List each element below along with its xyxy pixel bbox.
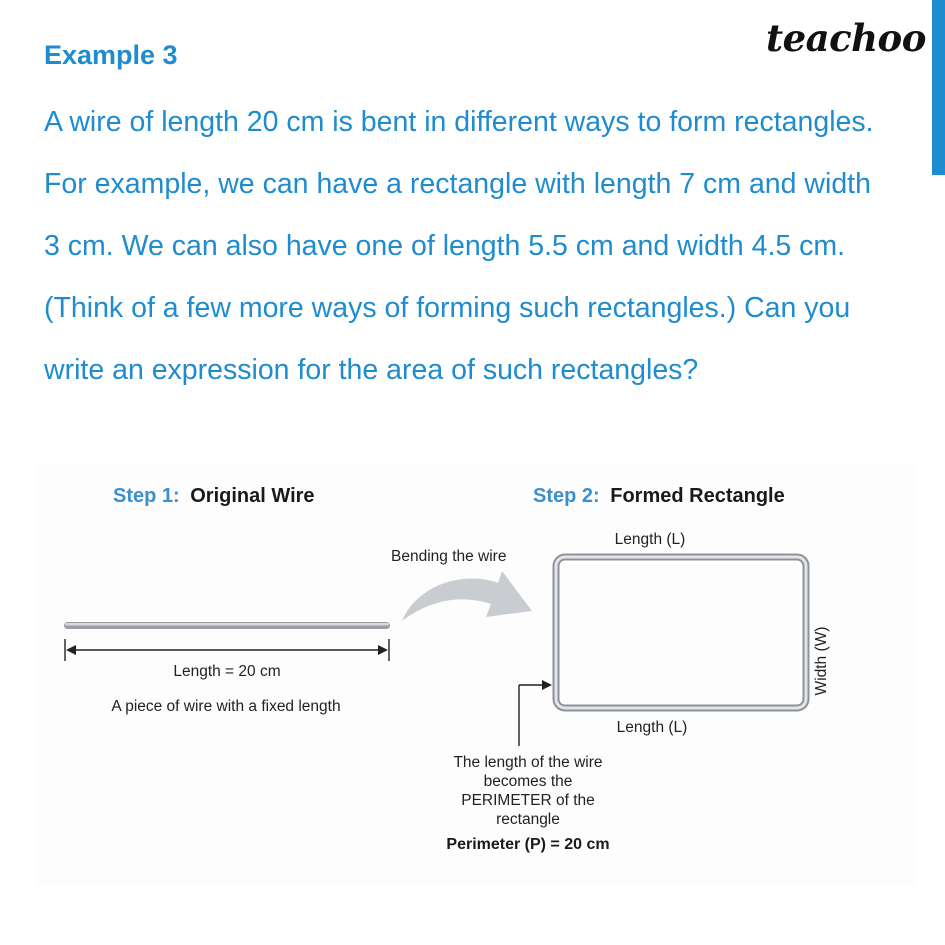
step2-name: Formed Rectangle xyxy=(610,485,785,507)
diagram-svg xyxy=(36,465,916,885)
rect-top-length-label: Length (L) xyxy=(614,531,686,548)
step1-label: Step 1: xyxy=(113,485,180,507)
step1-name: Original Wire xyxy=(190,485,315,507)
perimeter-note-line: rectangle xyxy=(496,811,560,828)
step1-heading xyxy=(113,485,315,507)
teachoo-logo: teachoo xyxy=(766,16,926,60)
perimeter-note-line: becomes the xyxy=(483,773,573,790)
wire-length-label: Length = 20 cm xyxy=(173,663,281,680)
perimeter-note-line: PERIMETER of the xyxy=(461,792,595,809)
perimeter-pointer xyxy=(519,680,552,746)
wire-caption: A piece of wire with a fixed length xyxy=(111,698,341,715)
step2-heading xyxy=(533,485,785,507)
wire-dimension-line xyxy=(65,639,389,661)
perimeter-formula: Perimeter (P) = 20 cm xyxy=(446,836,610,853)
problem-line: For example, we can have a rectangle with length 7 cm and width xyxy=(44,168,871,200)
example-title: Example 3 xyxy=(44,40,178,70)
rect-width-label: Width (W) xyxy=(813,626,830,696)
straight-wire xyxy=(64,622,390,629)
rect-bottom-length-label: Length (L) xyxy=(616,719,688,736)
problem-line: 3 cm. We can also have one of length 5.5 cm and width 4.5 cm. xyxy=(44,230,846,262)
step2-label: Step 2: xyxy=(533,485,600,507)
problem-line: (Think of a few more ways of forming such rectangles.) Can you xyxy=(44,292,851,324)
wire-to-rectangle-diagram xyxy=(36,465,916,885)
problem-line: write an expression for the area of such rectangles? xyxy=(44,354,699,386)
bending-arrow-icon xyxy=(402,571,532,621)
problem-line: A wire of length 20 cm is bent in different ways to form rectangles. xyxy=(44,106,874,138)
scrollbar-thumb[interactable] xyxy=(932,0,945,175)
problem-statement xyxy=(44,94,874,404)
bend-label: Bending the wire xyxy=(391,548,507,565)
rectangle-wire xyxy=(556,557,806,708)
perimeter-note-line: The length of the wire xyxy=(453,754,603,771)
